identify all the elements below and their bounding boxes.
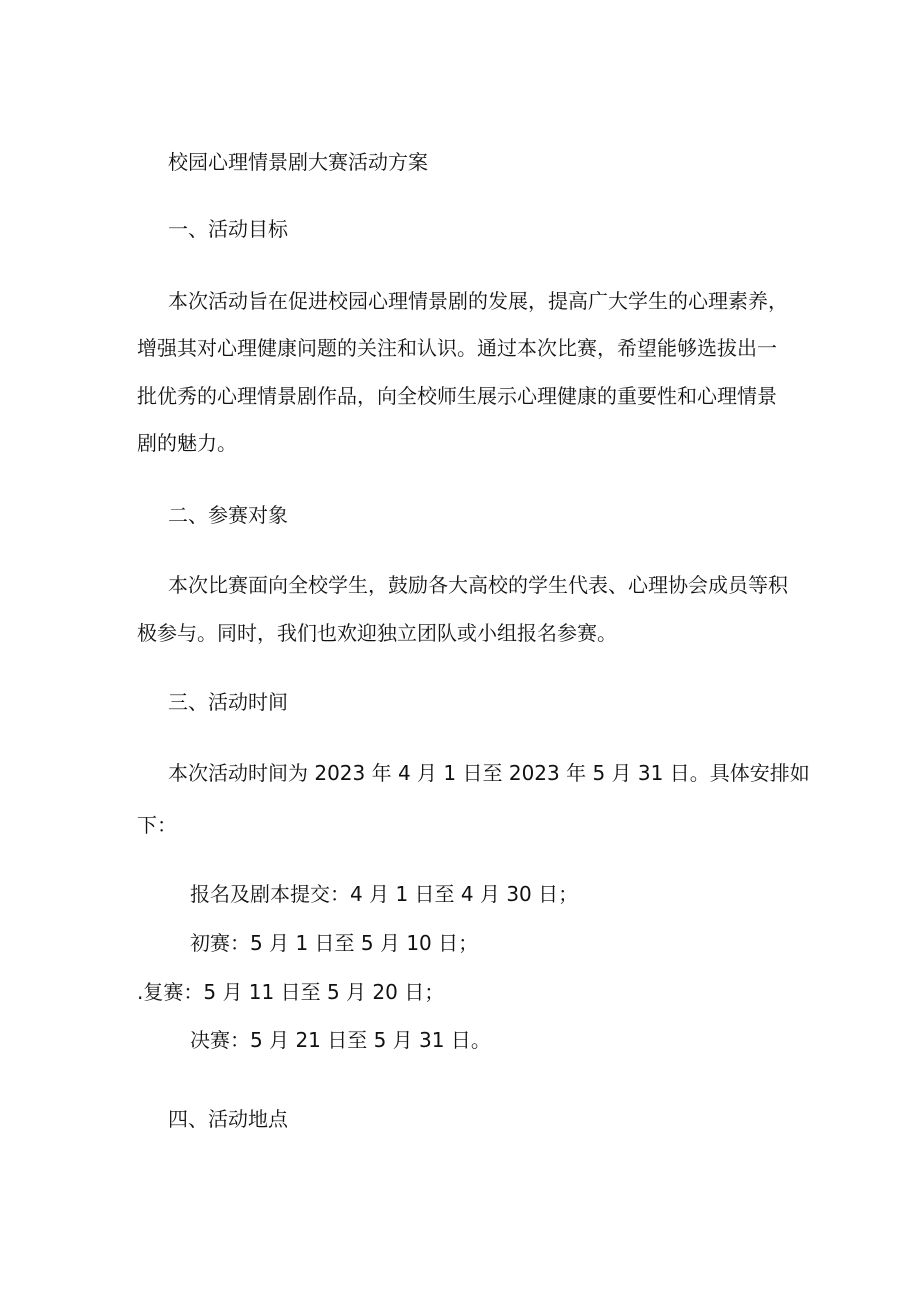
section-heading-time: 三、活动时间 <box>168 690 288 714</box>
schedule-item-registration: 报名及剧本提交：4 月 1 日至 4 月 30 日； <box>190 882 579 906</box>
section-heading-location: 四、活动地点 <box>168 1107 288 1131</box>
time-paragraph-line: 本次活动时间为 2023 年 4 月 1 日至 2023 年 5 月 31 日。具体安排如 <box>168 761 810 785</box>
participants-paragraph-line: 极参与。同时，我们也欢迎独立团队或小组报名参赛。 <box>137 621 617 645</box>
section-heading-goals: 一、活动目标 <box>168 217 288 241</box>
schedule-item-preliminary: 初赛：5 月 1 日至 5 月 10 日； <box>190 931 479 955</box>
schedule-item-semifinal: .复赛：5 月 11 日至 5 月 20 日； <box>137 980 445 1004</box>
goals-paragraph-line: 增强其对心理健康问题的关注和认识。通过本次比赛，希望能够选拔出一 <box>137 336 777 360</box>
goals-paragraph-line: 本次活动旨在促进校园心理情景剧的发展，提高广大学生的心理素养， <box>168 289 788 313</box>
schedule-item-final: 决赛：5 月 21 日至 5 月 31 日。 <box>190 1028 491 1052</box>
goals-paragraph-line: 批优秀的心理情景剧作品，向全校师生展示心理健康的重要性和心理情景 <box>137 384 777 408</box>
section-heading-participants: 二、参赛对象 <box>168 503 288 527</box>
time-paragraph-line: 下： <box>137 813 177 837</box>
goals-paragraph-line: 剧的魅力。 <box>137 431 237 455</box>
participants-paragraph-line: 本次比赛面向全校学生，鼓励各大高校的学生代表、心理协会成员等积 <box>168 573 788 597</box>
document-title: 校园心理情景剧大赛活动方案 <box>168 150 428 174</box>
